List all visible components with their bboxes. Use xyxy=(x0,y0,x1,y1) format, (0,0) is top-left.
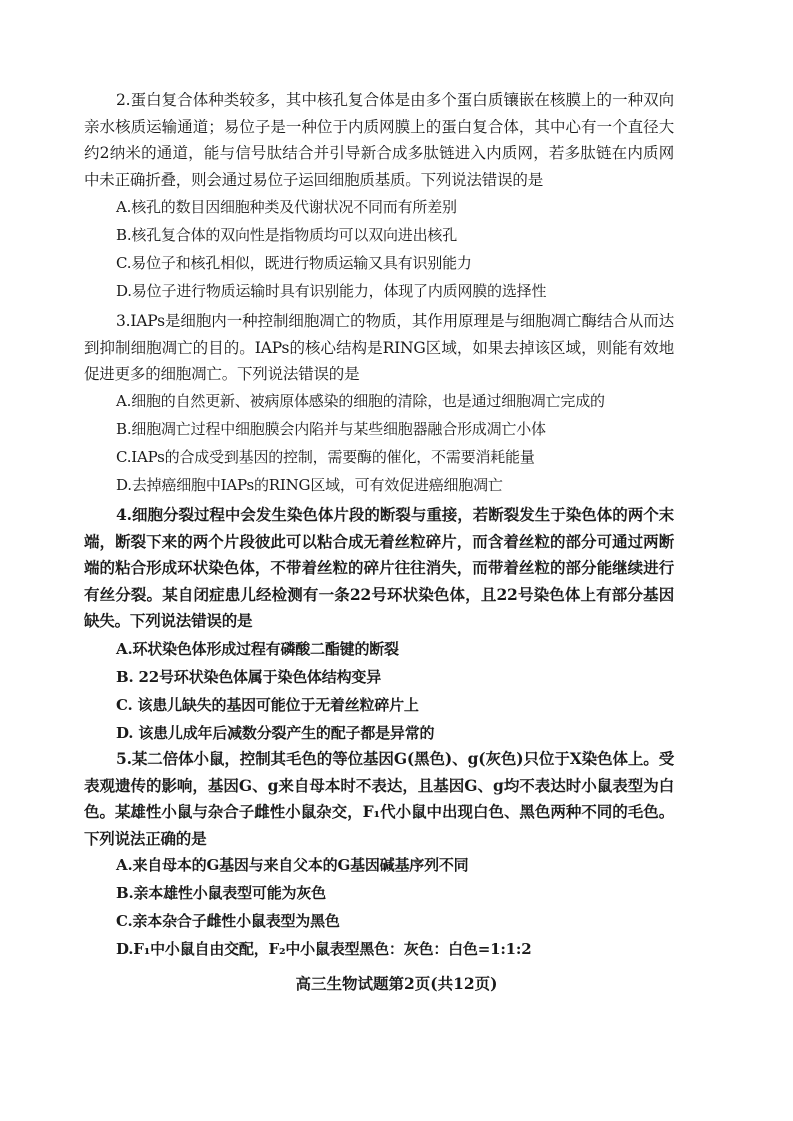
question-2-option-d: D.易位子进行物质运输时具有识别能力，体现了内质网膜的选择性 xyxy=(116,282,547,300)
question-4-stem: 4.细胞分裂过程中会发生染色体片段的断裂与重接，若断裂发生于染色体的两个末端，断裂下来的两个片段彼此可以粘合成无着丝粒碎片，而含着丝粒的部分可通过两断端的粘合形成环状染色体，不带着丝粒的碎片往往消失，而带着丝粒的部分能继续进行有丝分裂。某自闭症患儿经检测有一条22号环状染色体，且22号染色体上有部分基因缺失。下列说法错误的是 xyxy=(84,505,674,631)
question-5-option-a: A.来自母本的G基因与来自父本的G基因碱基序列不同 xyxy=(116,856,469,874)
question-4-option-a: A.环状染色体形成过程有磷酸二酯键的断裂 xyxy=(116,640,399,658)
question-3-option-b: B.细胞凋亡过程中细胞膜会内陷并与某些细胞器融合形成凋亡小体 xyxy=(116,420,546,438)
question-2-stem: 2.蛋白复合体种类较多，其中核孔复合体是由多个蛋白质镶嵌在核膜上的一种双向亲水核质运输通道；易位子是一种位于内质网膜上的蛋白复合体，其中心有一个直径大约2纳米的通道，能与信号肽结合并引导新合成多肽链进入内质网，若多肽链在内质网中未正确折叠，则会通过易位子运回细胞质基质。下列说法错误的是 xyxy=(84,91,674,189)
question-4-option-d: D. 该患儿成年后减数分裂产生的配子都是异常的 xyxy=(116,724,435,742)
question-3-option-c: C.IAPs的合成受到基因的控制，需要酶的催化，不需要消耗能量 xyxy=(116,448,535,466)
question-3-option-d: D.去掉癌细胞中IAPs的RING区域，可有效促进癌细胞凋亡 xyxy=(116,476,503,494)
question-5-option-b: B.亲本雄性小鼠表型可能为灰色 xyxy=(116,884,326,902)
question-2-option-a: A.核孔的数目因细胞种类及代谢状况不同而有所差别 xyxy=(116,198,457,216)
question-5-stem: 5.某二倍体小鼠，控制其毛色的等位基因G(黑色)、g(灰色)只位于X染色体上。受表观遗传的影响，基因G、g来自母本时不表达，且基因G、g均不表达时小鼠表型为白色。某雄性小鼠与杂合子雌性小鼠杂交，F₁代小鼠中出现白色、黑色两种不同的毛色。下列说法正确的是 xyxy=(84,749,674,848)
question-3-option-a: A.细胞的自然更新、被病原体感染的细胞的清除，也是通过细胞凋亡完成的 xyxy=(116,392,605,410)
question-5-option-d: D.F₁中小鼠自由交配，F₂中小鼠表型黑色：灰色：白色=1:1:2 xyxy=(116,940,532,958)
question-2-option-b: B.核孔复合体的双向性是指物质均可以双向进出核孔 xyxy=(116,226,457,244)
question-4-option-b: B. 22号环状染色体属于染色体结构变异 xyxy=(116,668,381,686)
page-footer: 高三生物试题第2页(共12页) xyxy=(295,974,498,993)
question-4-option-c: C. 该患儿缺失的基因可能位于无着丝粒碎片上 xyxy=(116,696,419,714)
question-5-option-c: C.亲本杂合子雌性小鼠表型为黑色 xyxy=(116,912,340,930)
question-2-option-c: C.易位子和核孔相似，既进行物质运输又具有识别能力 xyxy=(116,254,472,272)
question-3-stem: 3.IAPs是细胞内一种控制细胞凋亡的物质，其作用原理是与细胞凋亡酶结合从而达到抑制细胞凋亡的目的。IAPs的核心结构是RING区域，如果去掉该区域，则能有效地促进更多的细胞凋亡。下列说法错误的是 xyxy=(84,312,674,384)
